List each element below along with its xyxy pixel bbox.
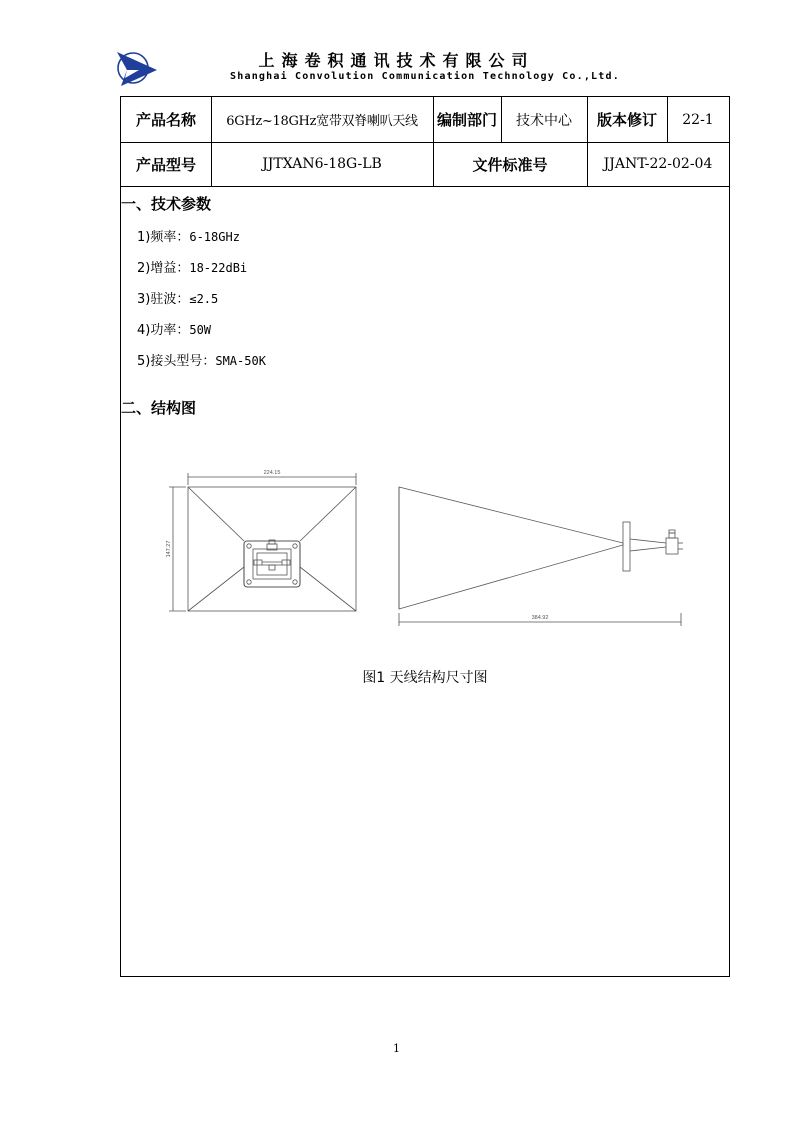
company-name-en: Shanghai Convolution Communication Technology Co.,Ltd. [230,71,620,82]
side-view-flange [623,522,630,571]
section-title-structure: 二、结构图 [121,399,197,417]
dept-value: 技术中心 [516,112,572,129]
dim-height-label: 147.27 [166,540,172,558]
company-name-cn: 上海卷积通讯技术有限公司 [258,51,535,70]
param-label: 3)驻波： [137,292,190,307]
doc-std-value: JJANT-22-02-04 [603,156,713,172]
document-frame [120,96,730,977]
antenna-structure-drawing [161,461,691,631]
section-title-tech-params: 一、技术参数 [121,195,212,213]
dept-label: 编制部门 [436,111,497,129]
product-name-label: 产品名称 [135,111,196,129]
revision-value: 22-1 [682,111,714,128]
doc-std-label: 文件标准号 [472,155,548,174]
model-value: JJTXAN6-18G-LB [262,156,382,172]
param-value: 18-22dBi [189,261,248,275]
front-view-flange [244,541,300,587]
param-frequency [137,226,240,245]
table-bottom-divider [121,186,729,187]
param-value: ≤2.5 [189,292,219,306]
param-vswr [137,288,218,307]
dim-length-label: 384.92 [531,615,549,621]
product-name-value: 6GHz~18GHz宽带双脊喇叭天线 [226,114,418,129]
dim-width-label: 224.15 [263,470,281,476]
param-label: 5)接头型号： [137,354,216,369]
param-label: 2)增益： [137,261,190,276]
figure-caption: 图1 天线结构尺寸图 [362,670,488,686]
param-gain [137,257,247,276]
param-label: 4)功率： [137,323,190,338]
param-label: 1)频率： [137,230,190,245]
model-label: 产品型号 [135,155,196,174]
param-value: SMA-50K [215,354,266,368]
param-value: 6-18GHz [189,230,240,244]
param-value: 50W [189,323,212,337]
page-number: 1 [393,1042,400,1055]
side-view-horn [399,487,623,609]
param-connector [137,350,266,369]
param-power [137,319,211,338]
revision-label: 版本修订 [596,111,657,129]
